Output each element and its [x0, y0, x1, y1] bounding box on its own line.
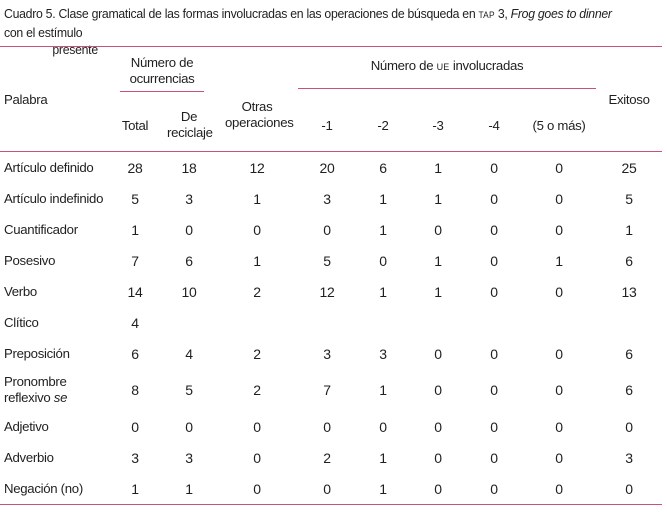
cell-ue-2 [356, 307, 410, 338]
cell-ue-5plus: 0 [555, 382, 563, 398]
cell-otras: 2 [253, 382, 261, 398]
cell-exitoso: 1 [625, 221, 633, 238]
cell-ue-2: 6 [379, 159, 387, 176]
cell-exitoso: 3 [625, 449, 633, 466]
header-ocurrencias [108, 47, 216, 100]
table-row [0, 214, 662, 245]
header-ue-label [298, 58, 596, 89]
cell-exitoso: 6 [625, 345, 633, 362]
cell-otras: 12 [249, 159, 265, 176]
data-table [0, 46, 662, 505]
cell-ue-1: 7 [323, 382, 331, 398]
cell-exitoso: 13 [621, 283, 637, 300]
caption-story-title: Frog goes to dinner [510, 6, 612, 21]
caption-suffix: con el estímulo [4, 25, 83, 40]
caption-line2: presente [52, 42, 98, 57]
cell-reciclaje: 0 [185, 418, 193, 435]
header-ue [298, 47, 596, 100]
cell-ue-5plus [522, 307, 596, 338]
row-label: Artículo indefinido [4, 191, 104, 206]
cell-otras: 0 [253, 221, 261, 238]
cell-ue-1: 3 [323, 190, 331, 207]
header-ue-suffix: involucradas [449, 57, 524, 73]
table-row [0, 338, 662, 369]
cell-ue-4: 0 [490, 449, 498, 466]
cell-exitoso: 0 [625, 418, 633, 435]
cell-reciclaje: 10 [181, 283, 197, 300]
cell-ue-3: 0 [434, 449, 442, 466]
cell-exitoso: 5 [625, 190, 633, 207]
cell-total: 28 [127, 159, 143, 176]
table-row [0, 473, 662, 505]
cell-ue-5plus: 0 [522, 473, 596, 505]
header-total: Total [108, 99, 162, 152]
row-label-line2: reflexivo [4, 390, 54, 405]
cell-ue-1: 20 [319, 159, 335, 176]
cell-ue-2: 0 [379, 252, 387, 269]
cell-total: 5 [131, 190, 139, 207]
cell-total: 7 [131, 252, 139, 269]
table-row [0, 307, 662, 338]
cell-ue-3: 0 [434, 382, 442, 398]
cell-exitoso: 6 [625, 252, 633, 269]
caption-tap-number: 3, [494, 6, 511, 21]
cell-reciclaje: 3 [185, 449, 193, 466]
cell-ue-2: 3 [379, 345, 387, 362]
cell-ue-1: 12 [319, 283, 335, 300]
cell-ue-5plus: 1 [555, 252, 563, 269]
header-reciclaje [162, 99, 216, 152]
cell-ue-3 [410, 307, 466, 338]
row-label: Cuantificador [4, 222, 78, 237]
cell-otras: 0 [216, 473, 298, 505]
cell-ue-1: 0 [298, 473, 356, 505]
cell-ue-1: 5 [323, 252, 331, 269]
cell-exitoso: 0 [596, 473, 662, 505]
cell-reciclaje [162, 307, 216, 338]
cell-reciclaje: 0 [185, 221, 193, 238]
cell-ue-4: 0 [490, 283, 498, 300]
cell-ue-3: 0 [434, 345, 442, 362]
cell-ue-4: 0 [490, 345, 498, 362]
cell-total: 6 [131, 345, 139, 362]
table-row [0, 369, 662, 411]
cell-ue-3: 0 [434, 418, 442, 435]
table-row [0, 442, 662, 473]
cell-total: 1 [108, 473, 162, 505]
header-ue-2: -2 [356, 99, 410, 152]
caption-prefix: Cuadro 5. Clase gramatical de las formas involucradas en las operaciones de búsqueda en [4, 6, 479, 21]
table-row [0, 276, 662, 307]
row-label-se: se [53, 390, 68, 405]
cell-ue-1: 0 [323, 418, 331, 435]
cell-exitoso: 6 [625, 382, 633, 398]
cell-reciclaje: 6 [185, 252, 193, 269]
cell-ue-1: 0 [323, 221, 331, 238]
cell-reciclaje: 18 [181, 159, 197, 176]
row-label: Adjetivo [4, 419, 49, 434]
cell-total: 1 [131, 221, 139, 238]
header-ue-5plus: (5 o más) [522, 99, 596, 152]
cell-total: 8 [131, 382, 139, 398]
cell-reciclaje: 3 [185, 190, 193, 207]
cell-ue-3: 1 [434, 283, 442, 300]
cell-reciclaje: 1 [162, 473, 216, 505]
cell-ue-5plus: 0 [555, 190, 563, 207]
row-label-line1: Pronombre [4, 374, 67, 389]
caption-tap-abbr: TAP [478, 10, 495, 20]
header-ue-3: -3 [410, 99, 466, 152]
table-row [0, 411, 662, 442]
header-ue-1: -1 [298, 99, 356, 152]
table-row [0, 245, 662, 276]
cell-reciclaje: 5 [185, 382, 193, 398]
cell-otras: 1 [253, 252, 261, 269]
cell-total: 14 [127, 283, 143, 300]
cell-ue-3: 0 [434, 221, 442, 238]
cell-ue-4: 0 [466, 473, 522, 505]
cell-ue-5plus: 0 [555, 449, 563, 466]
cell-ue-2: 1 [379, 221, 387, 238]
cell-ue-2: 1 [379, 190, 387, 207]
cell-ue-1: 3 [323, 345, 331, 362]
cell-total: 4 [131, 314, 139, 331]
header-ocurrencias-label: Número de ocurrencias [120, 55, 204, 92]
header-ue-abbr: UE [436, 61, 450, 72]
cell-ue-2: 1 [356, 473, 410, 505]
cell-otras: 0 [253, 449, 261, 466]
row-label: Negación (no) [0, 473, 108, 505]
cell-ue-4 [466, 307, 522, 338]
cell-ue-4: 0 [490, 159, 498, 176]
cell-ue-5plus: 0 [555, 418, 563, 435]
cell-ue-3: 1 [434, 190, 442, 207]
row-label: Clítico [4, 315, 39, 330]
row-label: Artículo definido [4, 160, 94, 175]
cell-otras: 1 [253, 190, 261, 207]
cell-ue-1 [298, 307, 356, 338]
row-label [0, 369, 108, 411]
cell-ue-1: 2 [323, 449, 331, 466]
cell-total: 3 [131, 449, 139, 466]
cell-otras: 2 [253, 283, 261, 300]
cell-ue-4: 0 [490, 221, 498, 238]
table-row [0, 152, 662, 184]
cell-exitoso [596, 307, 662, 338]
cell-ue-4: 0 [490, 418, 498, 435]
cell-ue-3: 1 [434, 159, 442, 176]
cell-ue-3: 0 [410, 473, 466, 505]
header-ue-prefix: Número de [370, 57, 437, 73]
header-otras [216, 47, 298, 152]
table-row [0, 183, 662, 214]
cell-ue-4: 0 [490, 190, 498, 207]
cell-ue-5plus: 0 [555, 283, 563, 300]
row-label: Verbo [4, 284, 37, 299]
header-exitoso: Exitoso [596, 47, 662, 152]
cell-ue-3: 1 [434, 252, 442, 269]
row-label: Posesivo [4, 253, 56, 268]
cell-total: 0 [131, 418, 139, 435]
cell-ue-2: 0 [379, 418, 387, 435]
header-ue-4: -4 [466, 99, 522, 152]
cell-ue-4: 0 [490, 252, 498, 269]
header-reciclaje-label: De reciclaje [167, 109, 213, 140]
cell-exitoso: 25 [621, 159, 637, 176]
cell-ue-5plus: 0 [555, 221, 563, 238]
header-palabra: Palabra [0, 47, 108, 152]
cell-ue-2: 1 [379, 283, 387, 300]
cell-ue-4: 0 [490, 382, 498, 398]
cell-otras: 0 [253, 418, 261, 435]
cell-otras: 2 [253, 345, 261, 362]
cell-ue-5plus: 0 [555, 159, 563, 176]
row-label: Adverbio [4, 450, 54, 465]
cell-ue-5plus: 0 [555, 345, 563, 362]
cell-ue-2: 1 [379, 449, 387, 466]
header-otras-label: Otras operaciones [225, 99, 294, 130]
row-label: Preposición [4, 346, 70, 361]
cell-otras [216, 307, 298, 338]
cell-ue-2: 1 [379, 382, 387, 398]
cell-reciclaje: 4 [185, 345, 193, 362]
